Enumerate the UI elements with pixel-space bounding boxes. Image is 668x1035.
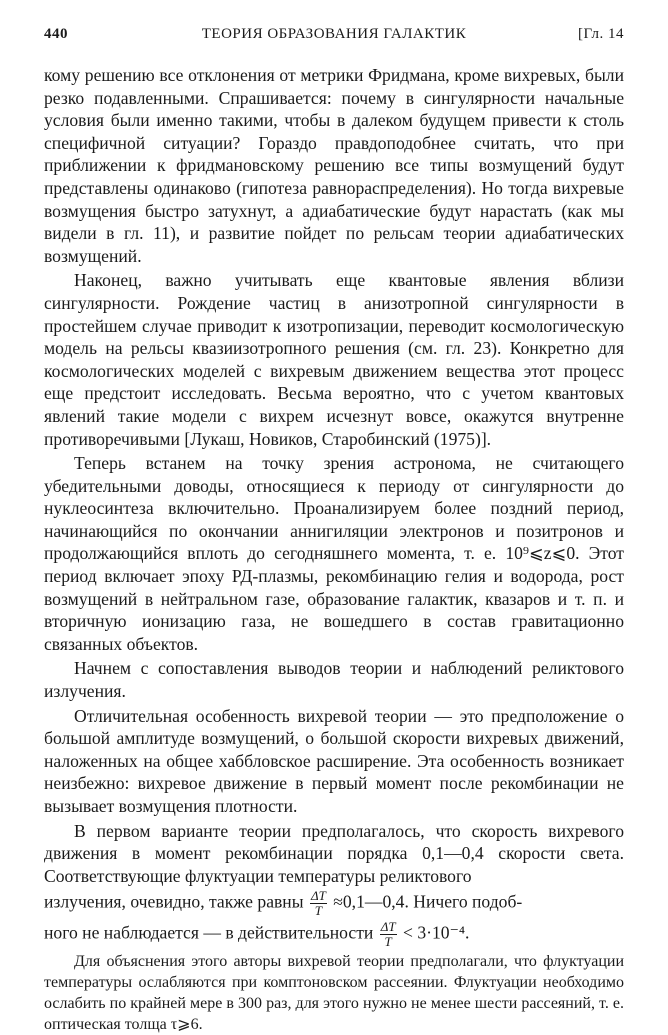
- paragraph: кому решению все отклонения от метрики Фридмана, кроме вихревых, были резко подавленными. Спрашивается: почему в сингулярности начальные условия были именно такими, чтобы в далеком будущем привести к столь специфичной ситуации? Гораздо правдоподобнее считать, что при приближении к фридмановскому решению все типы возмущений будут представлены одинаково (гипотеза равнораспределения). Но тогда вихревые возмущения быстро затухнут, а адиабатические будут нарастать (как мы видели в гл. 11), и развитие пойдет по рельсам теории адиабатических возмущений.: [44, 65, 624, 266]
- fraction: [380, 920, 397, 949]
- running-title: ТЕОРИЯ ОБРАЗОВАНИЯ ГАЛАКТИК: [201, 26, 467, 42]
- chapter-label: [Гл. 14: [577, 26, 624, 42]
- formula-line: [44, 889, 624, 918]
- formula-text-after: < 3·10⁻⁴.: [403, 922, 470, 943]
- formula-text-before: ного не наблюдается — в действительности: [44, 922, 374, 943]
- fraction-denominator: T: [384, 934, 392, 950]
- fraction-denominator: T: [314, 903, 322, 919]
- fraction-numerator: ΔT: [310, 888, 326, 904]
- paragraph: В первом варианте теории предполагалось, что скорость вихревого движения в момент рекомбинации порядка 0,1—0,4 скорости света. Соответствующие флуктуации температуры реликтового: [44, 820, 624, 886]
- paragraph: Теперь встанем на точку зрения астронома, не считающего убедительными доводы, относящиеся к периоду от сингулярности до нуклеосинтеза включительно. Проанализируем более поздний период, начинающийся по окончании аннигиляции электронов и позитронов и продолжающийся вплоть до сегодняшнего момента, т. е. 10⁹⩽z⩽0. Этот период включает эпоху РД-плазмы, рекомбинацию гелия и водорода, рост возмущений в нейтральном газе, образование галактик, квазаров и т. п. и вторичную ионизацию газа, не вошедшего в состав гравитационно связанных объектов.: [44, 453, 624, 654]
- paragraph: Отличительная особенность вихревой теории — это предположение о большой амплитуде возмущений, о большой скорости вихревых движений, наложенных на общее хаббловское расширение. Эта особенность возникает неизбежно: вихревое движение в первый момент после рекомбинации не вызывает возмущения плотности.: [44, 705, 624, 816]
- formula-line: [44, 920, 624, 949]
- paragraph: Начнем с сопоставления выводов теории и наблюдений реликтового излучения.: [44, 658, 624, 702]
- formula-text-before: излучения, очевидно, также равны: [44, 891, 304, 912]
- formula-text-after: ≈0,1—0,4. Ничего подоб-: [333, 891, 523, 912]
- paragraph: Наконец, важно учитывать еще квантовые явления вблизи сингулярности. Рождение частиц в анизотропной сингулярности в простейшем случае приводит к изотропизации, переводит космологическую модель на рельсы квазиизотропного решения (см. гл. 23). Конкретно для космологических моделей с вихревым движением вещества этот процесс еще предстоит исследовать. Весьма вероятно, что с учетом квантовых явлений такие модели с вихрем исчезнут вовсе, окажутся внутренне противоречивыми [Лукаш, Новиков, Старобинский (1975)].: [44, 270, 624, 449]
- fraction-numerator: ΔT: [380, 919, 396, 935]
- small-print-paragraph: Для объяснения этого авторы вихревой теории предполагали, что флуктуации температуры ослабляются при комптоновском рассеянии. Флуктуации необходимо ослабить по крайней мере в 300 раз, для этого нужно не менее шести рассеяний, т. е. оптическая толща τ⩾6.: [44, 953, 624, 1034]
- page-number: 440: [44, 26, 68, 42]
- running-header: [44, 26, 624, 48]
- body-text: [44, 64, 624, 1035]
- fraction: [310, 889, 327, 918]
